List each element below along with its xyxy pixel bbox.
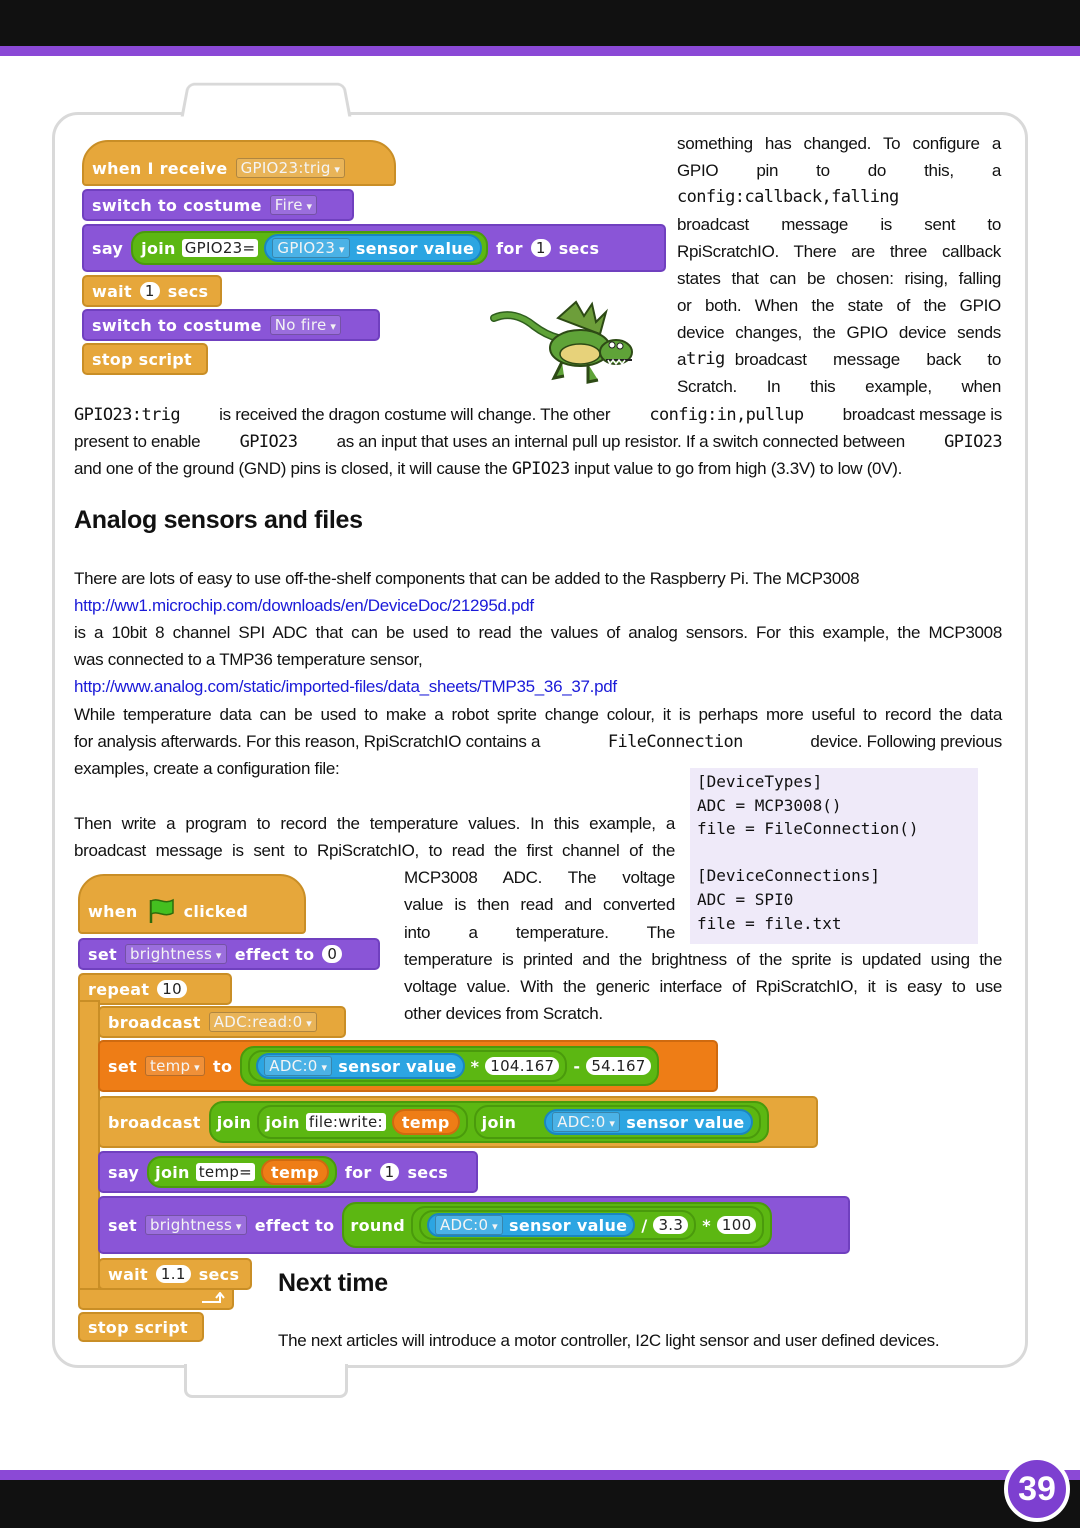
bottom-bar — [0, 1480, 1080, 1528]
join-text-input[interactable]: file:write: — [306, 1113, 386, 1131]
effect-dropdown[interactable]: brightness ▾ — [125, 944, 227, 964]
analog-paragraph-1: There are lots of easy to use off-the-shelf components that can be added to the Raspberry Pi. The MCP3008 — [74, 569, 860, 588]
broadcast-dropdown[interactable]: ADC:read:0 ▾ — [209, 1012, 317, 1032]
costume-dropdown[interactable]: Fire ▾ — [270, 195, 318, 215]
repeat-count-input[interactable]: 10 — [157, 980, 187, 998]
message-dropdown[interactable]: GPIO23:trig ▾ — [236, 158, 346, 178]
intro-line-1: something has changed. To configure a — [677, 134, 1001, 153]
offset-input[interactable]: 54.167 — [586, 1057, 650, 1075]
when-flag-clicked-block[interactable]: when clicked — [78, 874, 306, 934]
round-operator[interactable]: round ADC:0 ▾ sensor value / 3.3 * 100 — [342, 1202, 772, 1248]
repeat-block-arm — [78, 1000, 100, 1292]
analog-paragraph-2a: is a 10bit 8 channel SPI ADC that can be used to read the values of analog sensors. For this example, the MCP3008 — [74, 623, 1002, 642]
analog-paragraph-3c: examples, create a configuration file: — [74, 759, 340, 778]
temp-variable-reporter[interactable]: temp — [392, 1109, 460, 1135]
multiplier-input[interactable]: 100 — [717, 1216, 757, 1234]
wait-secs-block[interactable]: wait 1.1 secs — [98, 1258, 252, 1290]
sensor-dropdown[interactable]: ADC:0 ▾ — [552, 1112, 620, 1132]
intro-line-2: GPIO pin to do this, a — [677, 161, 1001, 180]
multiply-operator[interactable]: ADC:0 ▾ sensor value * 104.167 — [248, 1050, 567, 1082]
analog-paragraph-2b: was connected to a TMP36 temperature sensor, — [74, 650, 423, 669]
join-operator[interactable]: join temp= temp — [147, 1156, 337, 1188]
stop-script-block[interactable]: stop script — [82, 343, 208, 375]
set-brightness-round-block[interactable]: set brightness ▾ effect to round ADC:0 ▾ sensor value / 3.3 * 100 — [98, 1196, 850, 1254]
set-brightness-effect-block[interactable]: set brightness ▾ effect to 0 — [78, 938, 380, 970]
broadcast-join-block[interactable]: broadcast join join file:write: temp join ADC:0 ▾ sensor value — [98, 1096, 818, 1148]
join-operator-inner-2[interactable]: join ADC:0 ▾ sensor value — [474, 1105, 761, 1139]
config-callback-code: config:callback,falling — [677, 187, 899, 207]
effect-value-input[interactable]: 0 — [322, 945, 342, 963]
intro-line-5: RpiScratchIO. There are three callback — [677, 242, 1001, 261]
costume-dropdown[interactable]: No fire ▾ — [270, 315, 341, 335]
secs-input[interactable]: 1 — [531, 239, 551, 257]
intro-line-10: Scratch. In this example, when — [677, 377, 1001, 396]
analog-paragraph-5a: MCP3008 ADC. The voltage — [404, 868, 675, 887]
intro-full-line-1: GPIO23:trig is received the dragon costume will change. The other config:in,pullup broadcast message is — [74, 405, 1002, 425]
sensor-dropdown[interactable]: ADC:0 ▾ — [264, 1056, 332, 1076]
dragon-sprite-image — [488, 300, 636, 386]
multiplier-input[interactable]: 104.167 — [485, 1057, 559, 1075]
sensor-value-reporter[interactable]: ADC:0 ▾ sensor value — [256, 1053, 464, 1079]
secs-input[interactable]: 1 — [380, 1163, 400, 1181]
analog-paragraph-5c: into a temperature. The — [404, 923, 675, 942]
switch-costume-fire-block[interactable]: switch to costume Fire ▾ — [82, 189, 354, 221]
join-operator-inner[interactable]: join file:write: temp — [257, 1105, 467, 1139]
intro-full-line-2: present to enable GPIO23 as an input that uses an internal pull up resistor. If a switch connected between GPIO23 — [74, 432, 1002, 452]
tmp36-datasheet-link[interactable]: http://www.analog.com/static/imported-files/data_sheets/TMP35_36_37.pdf — [74, 677, 617, 696]
analog-paragraph-6a: temperature is printed and the brightness of the sprite is updated using the — [404, 950, 1002, 969]
variable-dropdown[interactable]: temp ▾ — [145, 1056, 205, 1076]
analog-paragraph-4b: broadcast message is sent to RpiScratchIO, to read the first channel of the — [74, 841, 675, 860]
sensor-value-reporter[interactable]: ADC:0 ▾ sensor value — [427, 1213, 635, 1237]
divide-operator[interactable]: ADC:0 ▾ sensor value / 3.3 — [419, 1210, 696, 1240]
sensor-dropdown[interactable]: ADC:0 ▾ — [435, 1215, 503, 1235]
top-bar — [0, 0, 1080, 46]
switch-costume-nofire-block[interactable]: switch to costume No fire ▾ — [82, 309, 380, 341]
join-operator-outer[interactable]: join join file:write: temp join ADC:0 ▾ sensor value — [209, 1101, 769, 1143]
intro-full-line-3: and one of the ground (GND) pins is closed, it will cause the GPIO23 input value to go from high (3.3V) to low (0V). — [74, 459, 903, 479]
when-i-receive-block[interactable]: when I receive GPIO23:trig ▾ — [82, 140, 396, 186]
join-text-input[interactable]: temp= — [196, 1163, 255, 1181]
effect-dropdown[interactable]: brightness ▾ — [145, 1215, 247, 1235]
divisor-input[interactable]: 3.3 — [653, 1216, 688, 1234]
say-for-secs-block[interactable]: say join GPIO23= GPIO23 ▾ sensor value for 1 secs — [82, 224, 666, 272]
wait-secs-block[interactable]: wait 1 secs — [82, 275, 222, 307]
intro-line-6: states that can be chosen: rising, falling — [677, 269, 1001, 288]
sensor-dropdown[interactable]: GPIO23 ▾ — [272, 238, 349, 258]
set-temp-variable-block[interactable]: set temp ▾ to ADC:0 ▾ sensor value * 104.167 - 54.167 — [98, 1040, 718, 1092]
intro-line-4: broadcast message is sent to — [677, 215, 1001, 234]
join-operator[interactable]: join GPIO23= GPIO23 ▾ sensor value — [131, 231, 488, 265]
sensor-value-reporter[interactable]: GPIO23 ▾ sensor value — [264, 234, 482, 262]
analog-section-title: Analog sensors and files — [74, 506, 363, 534]
sensor-value-reporter[interactable]: ADC:0 ▾ sensor value — [544, 1109, 752, 1135]
config-file-code: [DeviceTypes] ADC = MCP3008() file = FileConnection() [DeviceConnections] ADC = SPI0 file = file.txt — [690, 768, 978, 944]
intro-line-7: or both. When the state of the GPIO — [677, 296, 1001, 315]
temp-variable-reporter[interactable]: temp — [261, 1159, 329, 1185]
page-number: 39 — [1004, 1456, 1070, 1522]
multiply-operator[interactable]: ADC:0 ▾ sensor value / 3.3 * 100 — [411, 1206, 764, 1244]
wait-input[interactable]: 1 — [140, 282, 160, 300]
wait-input[interactable]: 1.1 — [156, 1265, 191, 1283]
analog-paragraph-3b: for analysis afterwards. For this reason, RpiScratchIO contains a FileConnection device. Following previous — [74, 732, 1002, 752]
loop-arrow-icon — [200, 1292, 226, 1306]
analog-paragraph-3a: While temperature data can be used to make a robot sprite change colour, it is perhaps more useful to record the data — [74, 705, 1002, 724]
analog-paragraph-5b: value is then read and converted — [404, 895, 675, 914]
say-temp-block[interactable]: say join temp= temp for 1 secs — [98, 1151, 478, 1193]
bottom-accent-stripe — [0, 1470, 1080, 1480]
intro-line-8: device changes, the GPIO device sends — [677, 323, 1001, 342]
next-time-text: The next articles will introduce a motor controller, I2C light sensor and user defined devices. — [278, 1331, 940, 1350]
analog-paragraph-6c: other devices from Scratch. — [404, 1004, 603, 1023]
mcp3008-datasheet-link[interactable]: http://ww1.microchip.com/downloads/en/DeviceDoc/21295d.pdf — [74, 596, 534, 615]
join-text-input[interactable]: GPIO23= — [182, 239, 259, 257]
green-flag-icon — [146, 897, 176, 925]
intro-line-9: a trig broadcast message back to — [677, 346, 1001, 373]
subtract-operator[interactable]: ADC:0 ▾ sensor value * 104.167 - 54.167 — [240, 1046, 658, 1086]
repeat-block[interactable]: repeat 10 — [78, 973, 232, 1005]
analog-paragraph-4a: Then write a program to record the temperature values. In this example, a — [74, 814, 675, 833]
next-time-title: Next time — [278, 1269, 388, 1297]
stop-script-block[interactable]: stop script — [78, 1312, 204, 1342]
broadcast-read-block[interactable]: broadcast ADC:read:0 ▾ — [98, 1006, 346, 1038]
top-accent-stripe — [0, 46, 1080, 56]
analog-paragraph-6b: voltage value. With the generic interface of RpiScratchIO, it is easy to use — [404, 977, 1002, 996]
trig-code: trig — [686, 349, 725, 369]
